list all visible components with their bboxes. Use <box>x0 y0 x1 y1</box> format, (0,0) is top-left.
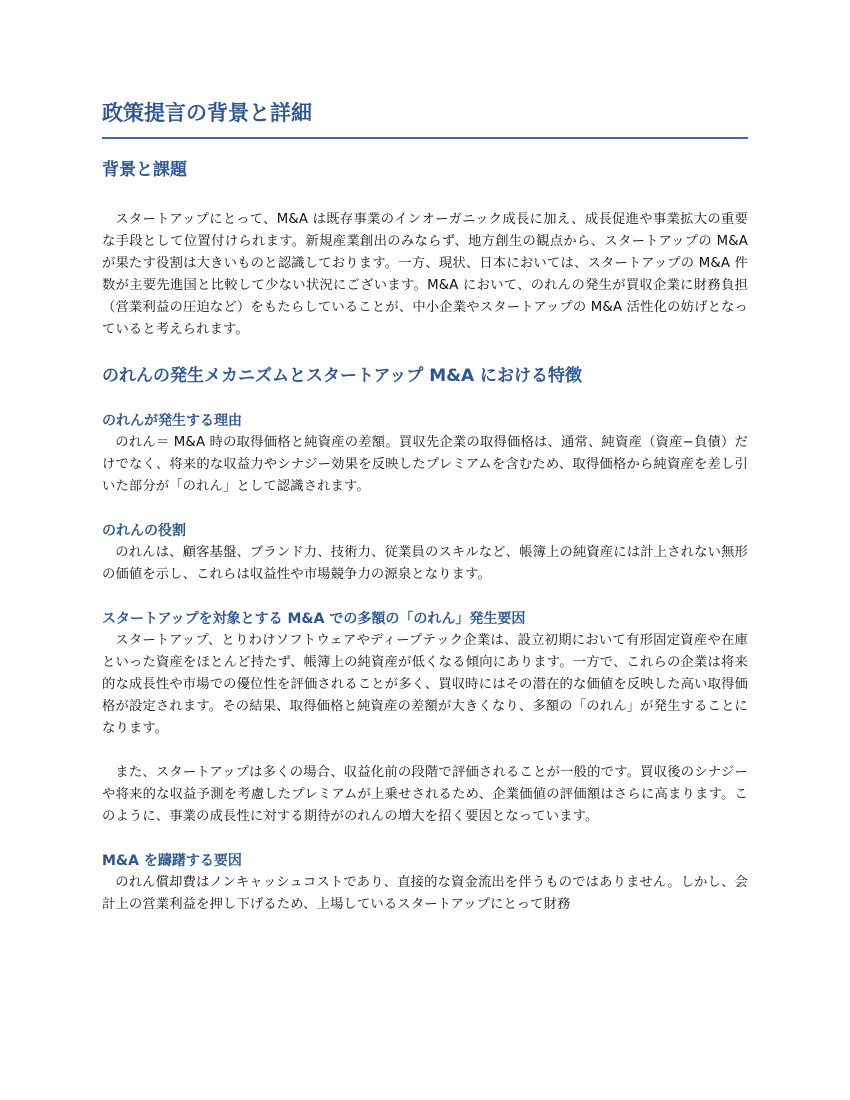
subsection-paragraph-startup-goodwill-factors-2: また、スタートアップは多くの場合、収益化前の段階で評価されることが一般的です。買収後のシナジーや将来的な収益予測を考慮したプレミアムが上乗せされるため、企業価値の評価額はさらに高まります。このように、事業の成長性に対する期待がのれんの増大を招く要因となっています。 <box>102 765 748 824</box>
subsection-heading-startup-goodwill-factors: スタートアップを対象とする M&A での多額の「のれん」発生要因 <box>102 611 526 627</box>
subsection-paragraph-startup-goodwill-factors-1: スタートアップ、とりわけソフトウェアやディープテック企業は、設立初期において有形固定資産や在庫といった資産をほとんど持たず、帳簿上の純資産が低くなる傾向にあります。一方で、これらの企業は将来的な成長性や市場での優位性を評価されることが多く、買収時にはその潜在的な価値を反映した高い取得価格が設定されます。その結果、取得価格と純資産の差額が大きくなり、多額の「のれん」が発生することになります。 <box>102 633 748 736</box>
section-heading-goodwill-mechanism: のれんの発生メカニズムとスタートアップ M&A における特徴 <box>102 366 583 386</box>
subsection-heading-ma-hesitation: M&A を躊躇する要因 <box>102 853 242 869</box>
document-title: 政策提言の背景と詳細 <box>102 96 748 139</box>
subsection-paragraph-goodwill-role: のれんは、顧客基盤、ブランド力、技術力、従業員のスキルなど、帳簿上の純資産には計上されない無形の価値を示し、これらは収益性や市場競争力の源泉となります。 <box>102 545 748 582</box>
subsection-paragraph-goodwill-reason: のれん＝ M&A 時の取得価格と純資産の差額。買収先企業の取得価格は、通常、純資産（資産−負債）だけでなく、将来的な収益力やシナジー効果を反映したプレミアムを含むため、取得価格から純資産を差し引いた部分が「のれん」として認識されます。 <box>102 435 748 494</box>
subsection-paragraph-ma-hesitation: のれん償却費はノンキャッシュコストであり、直接的な資金流出を伴うものではありません。しかし、会計上の営業利益を押し下げるため、上場しているスタートアップにとって財務 <box>102 875 748 912</box>
section-paragraph-background: スタートアップにとって、M&A は既存事業のインオーガニック成長に加え、成長促進や事業拡大の重要な手段として位置付けられます。新規産業創出のみならず、地方創生の観点から、スタートアップの M&A が果たす役割は大きいものと認識しております。一方、現状、日本においては、スタートアップの M&A 件数が主要先進国と比較して少ない状況にございます。M&A において、のれんの発生が買収企業に財務負担（営業利益の圧迫など）をもたらしていることが、中小企業やスタートアップの M&A 活性化の妨げとなっていると考えられます。 <box>102 212 748 337</box>
section-heading-background: 背景と課題 <box>102 160 187 180</box>
subsection-heading-goodwill-reason: のれんが発生する理由 <box>102 413 242 429</box>
document-page <box>102 96 748 916</box>
subsection-heading-goodwill-role: のれんの役割 <box>102 523 186 539</box>
